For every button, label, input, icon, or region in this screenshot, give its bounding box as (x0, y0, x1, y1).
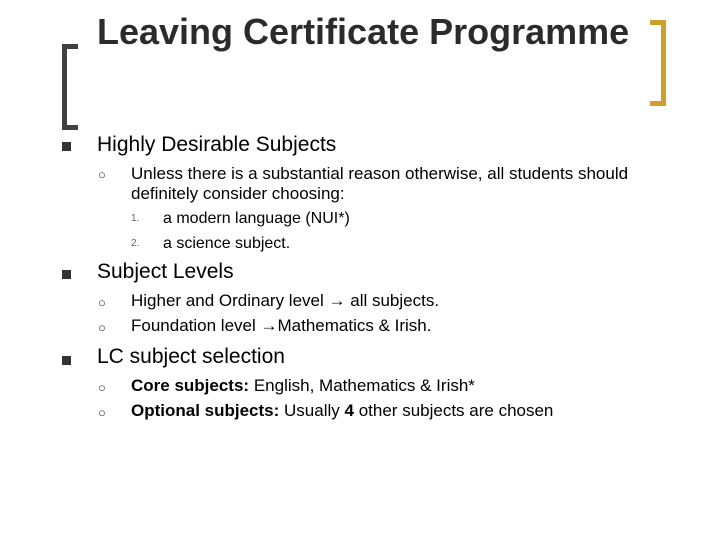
section-intro-desirable: Unless there is a substantial reason otherwise, all students should definitely consider choosing: (131, 164, 629, 203)
title-bracket-left (62, 44, 78, 130)
section-heading-desirable: Highly Desirable Subjects (97, 133, 337, 156)
list-item-language: a modern language (NUI*) (163, 210, 350, 227)
selection-item-optional: Optional subjects: Usually 4 other subjects are chosen (131, 401, 554, 420)
list-number: 1. (131, 213, 140, 224)
selection-item-core: Core subjects: English, Mathematics & Irish* (131, 376, 475, 395)
list-number: 2. (131, 238, 140, 249)
levels-item-higher: Higher and Ordinary level → all subjects. (131, 291, 440, 310)
levels-item-foundation: Foundation level →Mathematics & Irish. (131, 316, 432, 335)
bullet-circle-icon: ○ (98, 320, 106, 335)
bullet-circle-icon: ○ (98, 167, 106, 182)
bullet-circle-icon: ○ (98, 405, 106, 420)
section-heading-selection: LC subject selection (97, 345, 285, 368)
bullet-circle-icon: ○ (98, 295, 106, 310)
bullet-square-icon (62, 356, 71, 365)
arrow-right-icon: → (328, 291, 346, 310)
bullet-circle-icon: ○ (98, 380, 106, 395)
title-bracket-right (650, 20, 666, 106)
list-item-science: a science subject. (163, 235, 291, 252)
section-heading-levels: Subject Levels (97, 260, 234, 283)
slide-title: Leaving Certificate Programme (97, 11, 630, 52)
arrow-right-icon: → (260, 316, 278, 335)
bullet-square-icon (62, 270, 71, 279)
bullet-square-icon (62, 142, 71, 151)
